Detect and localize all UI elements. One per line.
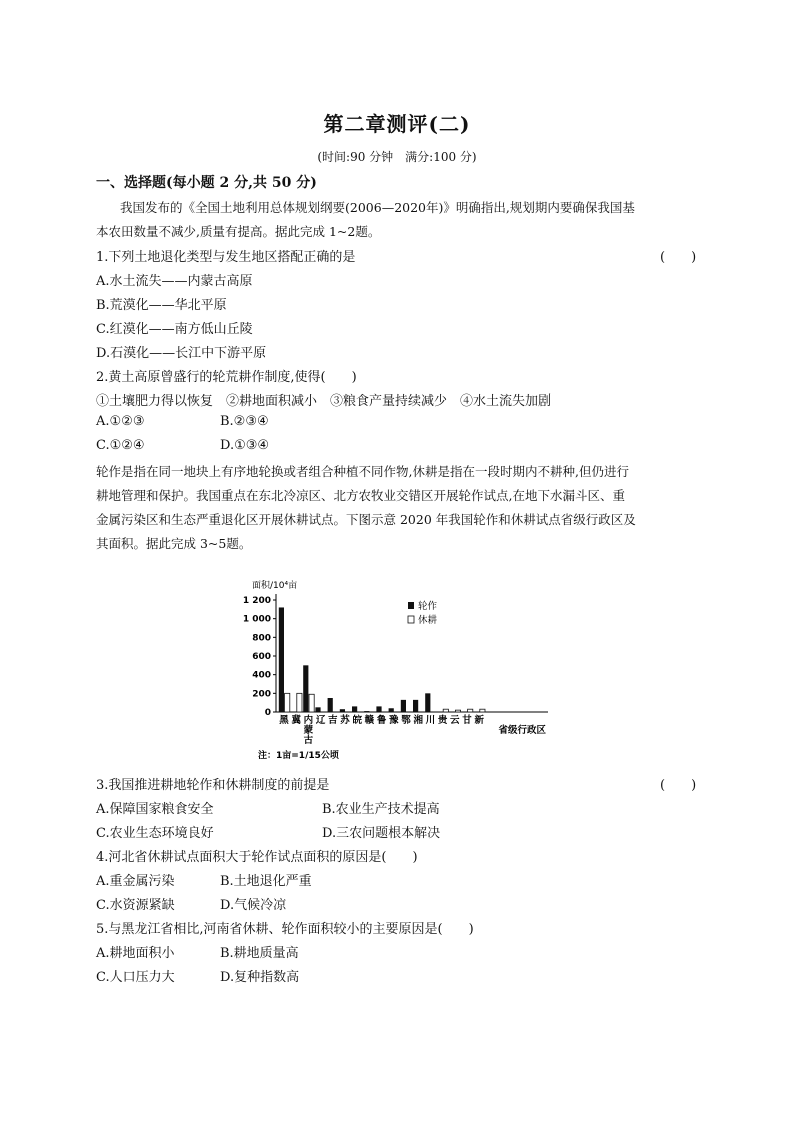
q5-option-b: B.耕地质量高 [220, 946, 299, 961]
x-tick-label: 黑 [279, 715, 289, 726]
q1-option-d: D.石漠化——长江中下游平原 [96, 346, 267, 361]
bar-fallow [468, 709, 473, 712]
y-tick-label: 1 200 [242, 596, 271, 606]
y-tick-label: 800 [252, 633, 271, 644]
intro1-line1: 我国发布的《全国土地利用总体规划纲要(2006—2020年)》明确指出,规划期内要确保我国基 [120, 200, 635, 215]
x-tick-label: 贵 [437, 715, 448, 726]
bar-rotation [352, 706, 357, 712]
exam-info: (时间:90 分钟 满分:100 分) [317, 150, 477, 164]
y-axis-label: 面积/10⁴亩 [252, 581, 298, 591]
q2-items: ①土壤肥力得以恢复 ②耕地面积减小 ③粮食产量持续减少 ④水土流失加剧 [96, 394, 552, 409]
bar-rotation [340, 709, 345, 712]
q1-stem: 1.下列土地退化类型与发生地区搭配正确的是 [96, 250, 356, 265]
q1-answer-paren: ( ) [660, 250, 697, 265]
legend-label-rotation: 轮作 [418, 601, 438, 612]
bar-rotation [389, 708, 394, 712]
x-tick-label: 川 [425, 715, 436, 726]
bar-rotation [364, 711, 369, 712]
x-tick-label: 云 [450, 715, 460, 726]
x-tick-label: 冀 [291, 715, 301, 726]
section-heading: 一、选择题(每小题 2 分,共 50 分) [96, 175, 317, 191]
q3-stem: 3.我国推进耕地轮作和休耕制度的前提是 [96, 778, 330, 793]
q3-answer-paren: ( ) [660, 778, 697, 793]
x-tick-label: 赣 [364, 715, 375, 726]
q2-option-b: B.②③④ [220, 414, 269, 429]
intro2-line3: 金属污染区和生态严重退化区开展休耕试点。下图示意 2020 年我国轮作和休耕试点省级行政区及 [96, 512, 636, 527]
q3-option-c: C.农业生态环境良好 [96, 826, 214, 841]
bar-fallow [297, 693, 302, 712]
bar-rotation [315, 707, 320, 712]
page-title: 第二章测评(二) [323, 112, 471, 136]
bar-rotation [376, 706, 381, 712]
bar-fallow [455, 710, 460, 712]
bar-rotation [303, 665, 308, 712]
x-tick-label: 苏 [340, 715, 350, 726]
x-tick-label: 辽 [315, 715, 326, 726]
q1-option-a: A.水土流失——内蒙古高原 [96, 274, 253, 289]
x-tick-label: 鄂 [401, 715, 411, 726]
x-tick-label: 甘 [462, 715, 472, 726]
bar-rotation [413, 700, 418, 712]
x-axis-label: 省级行政区 [498, 725, 546, 736]
x-tick-label: 豫 [389, 715, 399, 726]
bar-fallow [480, 709, 485, 712]
q5-option-c: C.人口压力大 [96, 970, 175, 985]
q5-option-a: A.耕地面积小 [96, 946, 175, 961]
q4-option-c: C.水资源紧缺 [96, 898, 175, 913]
bar-rotation [401, 700, 406, 712]
chart-note: 注：1亩=1/15公顷 [258, 751, 339, 761]
y-tick-label: 1 000 [242, 614, 271, 625]
q4-stem: 4.河北省休耕试点面积大于轮作试点面积的原因是( ) [96, 850, 418, 865]
bar-rotation [279, 607, 284, 712]
bar-fallow [443, 709, 448, 712]
q3-option-a: A.保障国家粮食安全 [96, 802, 214, 817]
y-tick-label: 400 [252, 670, 271, 681]
x-tick-label: 皖 [352, 715, 362, 726]
x-tick-label: 鲁 [376, 715, 387, 726]
intro2-line4: 其面积。据此完成 3~5题。 [96, 536, 252, 551]
q3-option-d: D.三农问题根本解决 [322, 826, 441, 841]
legend-swatch-fallow [408, 616, 414, 623]
q4-option-d: D.气候冷凉 [220, 898, 287, 913]
q3-option-b: B.农业生产技术提高 [322, 802, 440, 817]
q4-option-a: A.重金属污染 [96, 874, 175, 889]
bar-rotation [328, 698, 333, 712]
q5-stem: 5.与黑龙江省相比,河南省休耕、轮作面积较小的主要原因是( ) [96, 922, 474, 937]
q4-option-b: B.土地退化严重 [220, 874, 312, 889]
area-bar-chart [240, 556, 560, 766]
x-tick-label: 湘 [413, 715, 423, 726]
q2-option-a: A.①②③ [96, 414, 145, 429]
y-tick-label: 200 [252, 689, 271, 700]
x-tick-label: 蒙 [303, 725, 314, 736]
q2-option-d: D.①③④ [220, 438, 270, 453]
bar-fallow [285, 693, 290, 712]
y-tick-label: 600 [252, 652, 271, 662]
bar-fallow [309, 694, 314, 712]
q2-stem: 2.黄土高原曾盛行的轮荒耕作制度,使得( ) [96, 370, 357, 385]
intro2-line1: 轮作是指在同一地块上有序地轮换或者组合种植不同作物,休耕是指在一段时期内不耕种,但仍进行 [96, 464, 629, 479]
q2-option-c: C.①②④ [96, 438, 145, 453]
x-tick-label: 古 [303, 735, 314, 746]
y-tick-label: 0 [264, 708, 271, 718]
x-tick-label: 新 [474, 715, 484, 726]
x-tick-label: 吉 [328, 715, 338, 726]
intro1-line2: 本农田数量不减少,质量有提高。据此完成 1~2题。 [96, 224, 381, 239]
intro2-line2: 耕地管理和保护。我国重点在东北冷凉区、北方农牧业交错区开展轮作试点,在地下水漏斗区、重 [96, 488, 625, 503]
q1-option-b: B.荒漠化——华北平原 [96, 298, 227, 313]
bar-rotation [425, 693, 430, 712]
x-tick-label: 内 [303, 715, 314, 726]
q1-option-c: C.红漠化——南方低山丘陵 [96, 322, 253, 337]
legend-swatch-rotation [408, 602, 414, 609]
legend-label-fallow: 休耕 [418, 615, 438, 626]
q5-option-d: D.复种指数高 [220, 970, 300, 985]
